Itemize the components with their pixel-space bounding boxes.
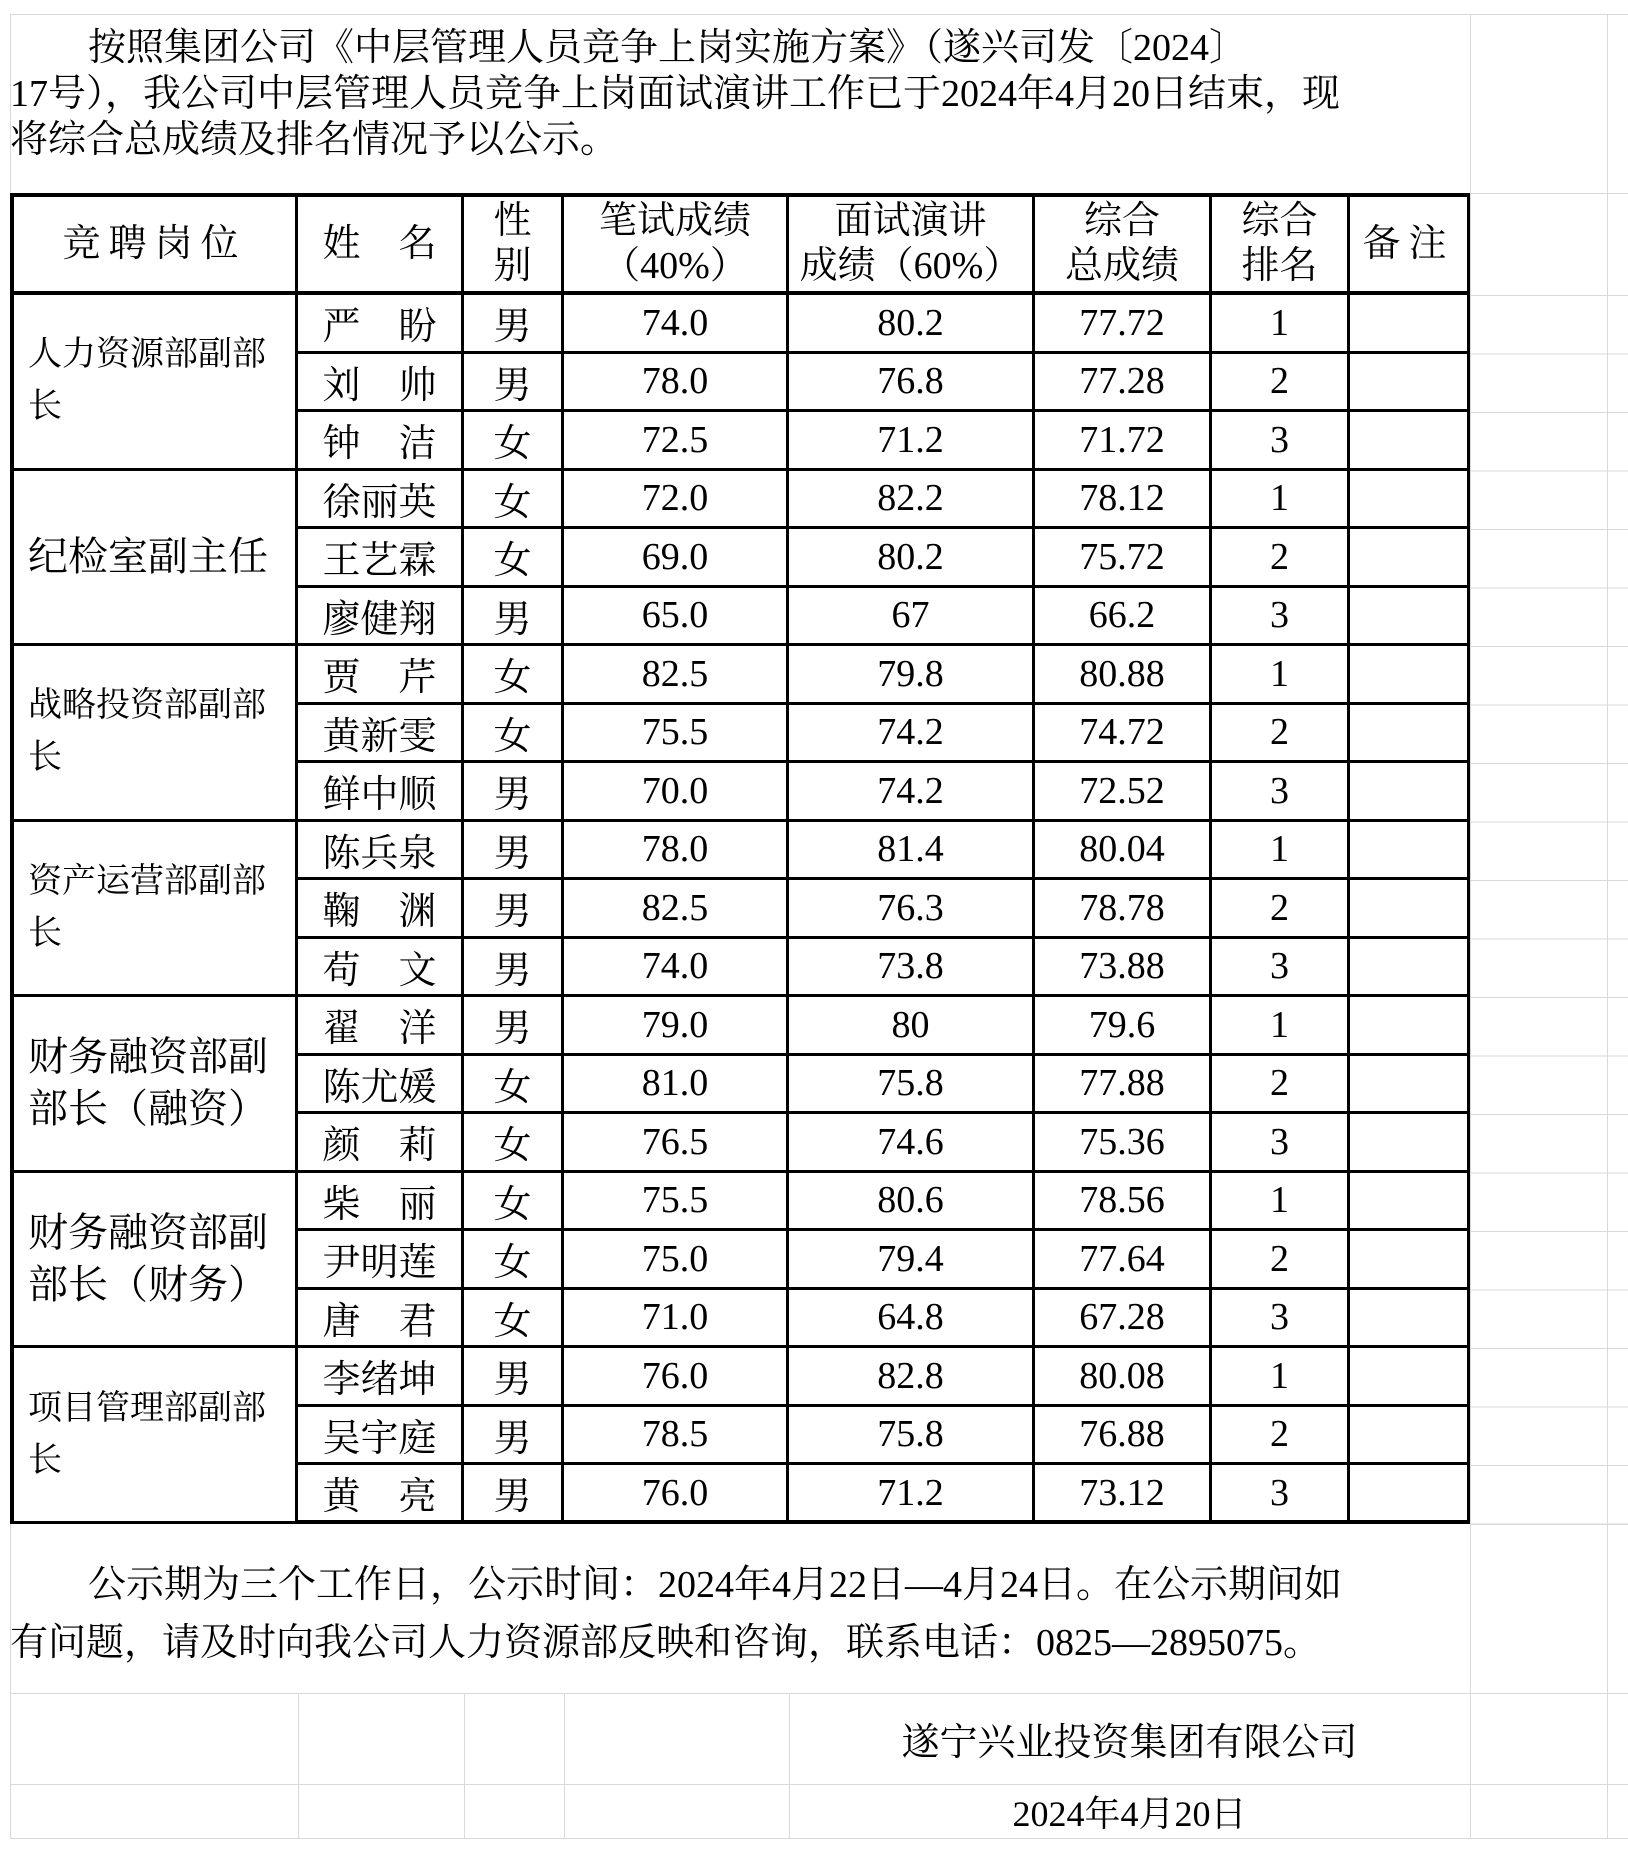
name-cell: 廖健翔 bbox=[298, 588, 464, 647]
written-score-cell: 81.0 bbox=[564, 1056, 789, 1115]
total-score-cell: 77.28 bbox=[1035, 354, 1212, 413]
gender-cell: 男 bbox=[464, 295, 564, 354]
name-cell: 刘 帅 bbox=[298, 354, 464, 413]
intro-line: 按照集团公司《中层管理人员竞争上岗实施方案》（遂兴司发〔2024〕 bbox=[88, 27, 1248, 69]
intro-line: 17号），我公司中层管理人员竞争上岗面试演讲工作已于2024年4月20日结束，现 bbox=[10, 73, 1341, 115]
interview-score-cell: 74.2 bbox=[789, 763, 1035, 822]
interview-score-cell: 71.2 bbox=[789, 1465, 1035, 1524]
publicity-line: 有问题，请及时向我公司人力资源部反映和咨询，联系电话：0825—2895075。 bbox=[10, 1622, 1322, 1664]
column-header-interview: 面试演讲 成绩（60%） bbox=[789, 193, 1035, 295]
written-score-cell: 82.5 bbox=[564, 880, 789, 939]
total-score-cell: 75.36 bbox=[1035, 1114, 1212, 1173]
rank-cell: 1 bbox=[1212, 295, 1350, 354]
column-header-total: 综合 总成绩 bbox=[1035, 193, 1212, 295]
name-cell: 苟 文 bbox=[298, 939, 464, 998]
gender-cell: 男 bbox=[464, 1465, 564, 1524]
written-score-cell: 82.5 bbox=[564, 646, 789, 705]
header-row bbox=[10, 193, 1470, 295]
rank-cell: 2 bbox=[1212, 529, 1350, 588]
publicity-paragraph bbox=[10, 1524, 1467, 1672]
name-cell: 黄新雯 bbox=[298, 705, 464, 764]
interview-score-cell: 80.6 bbox=[789, 1173, 1035, 1232]
remark-cell bbox=[1350, 295, 1470, 354]
total-score-cell: 76.88 bbox=[1035, 1407, 1212, 1466]
gender-cell: 男 bbox=[464, 880, 564, 939]
remark-cell bbox=[1350, 412, 1470, 471]
gender-cell: 女 bbox=[464, 1114, 564, 1173]
interview-score-cell: 75.8 bbox=[789, 1056, 1035, 1115]
total-score-cell: 78.56 bbox=[1035, 1173, 1212, 1232]
column-header-position: 竞聘岗位 bbox=[10, 193, 298, 295]
written-score-cell: 69.0 bbox=[564, 529, 789, 588]
name-cell: 贾 芹 bbox=[298, 646, 464, 705]
table-row bbox=[10, 1173, 1470, 1232]
table-row bbox=[10, 646, 1470, 705]
rank-cell: 1 bbox=[1212, 1348, 1350, 1407]
interview-score-cell: 80.2 bbox=[789, 295, 1035, 354]
total-score-cell: 71.72 bbox=[1035, 412, 1212, 471]
rank-cell: 2 bbox=[1212, 1407, 1350, 1466]
interview-score-cell: 64.8 bbox=[789, 1290, 1035, 1349]
remark-cell bbox=[1350, 1114, 1470, 1173]
company-signature: 遂宁兴业投资集团有限公司 bbox=[901, 1722, 1358, 1764]
rank-cell: 2 bbox=[1212, 354, 1350, 413]
written-score-cell: 78.0 bbox=[564, 822, 789, 881]
gridline bbox=[564, 1693, 565, 1838]
rank-cell: 3 bbox=[1212, 763, 1350, 822]
interview-score-cell: 74.2 bbox=[789, 705, 1035, 764]
interview-score-cell: 82.2 bbox=[789, 471, 1035, 530]
name-cell: 严 盼 bbox=[298, 295, 464, 354]
total-score-cell: 77.64 bbox=[1035, 1231, 1212, 1290]
gender-cell: 男 bbox=[464, 939, 564, 998]
written-score-cell: 76.0 bbox=[564, 1465, 789, 1524]
written-score-cell: 72.5 bbox=[564, 412, 789, 471]
written-score-cell: 72.0 bbox=[564, 471, 789, 530]
remark-cell bbox=[1350, 354, 1470, 413]
rank-cell: 3 bbox=[1212, 412, 1350, 471]
column-header-rank: 综合 排名 bbox=[1212, 193, 1350, 295]
gender-cell: 女 bbox=[464, 1290, 564, 1349]
interview-score-cell: 67 bbox=[789, 588, 1035, 647]
gender-cell: 男 bbox=[464, 763, 564, 822]
total-score-cell: 66.2 bbox=[1035, 588, 1212, 647]
total-score-cell: 80.04 bbox=[1035, 822, 1212, 881]
gender-cell: 女 bbox=[464, 1173, 564, 1232]
position-cell: 人力资源部副部长 bbox=[10, 295, 298, 471]
publicity-line: 公示期为三个工作日，公示时间：2024年4月22日—4月24日。在公示期间如 bbox=[88, 1564, 1343, 1606]
rank-cell: 3 bbox=[1212, 1290, 1350, 1349]
name-cell: 吴宇庭 bbox=[298, 1407, 464, 1466]
interview-score-cell: 80.2 bbox=[789, 529, 1035, 588]
total-score-cell: 79.6 bbox=[1035, 997, 1212, 1056]
table-row bbox=[10, 471, 1470, 530]
remark-cell bbox=[1350, 1231, 1470, 1290]
interview-score-cell: 74.6 bbox=[789, 1114, 1035, 1173]
total-score-cell: 77.72 bbox=[1035, 295, 1212, 354]
name-cell: 鲜中顺 bbox=[298, 763, 464, 822]
rank-cell: 2 bbox=[1212, 705, 1350, 764]
rank-cell: 1 bbox=[1212, 1173, 1350, 1232]
written-score-cell: 78.0 bbox=[564, 354, 789, 413]
total-score-cell: 74.72 bbox=[1035, 705, 1212, 764]
rank-cell: 1 bbox=[1212, 822, 1350, 881]
name-cell: 尹明莲 bbox=[298, 1231, 464, 1290]
remark-cell bbox=[1350, 1348, 1470, 1407]
gender-cell: 男 bbox=[464, 822, 564, 881]
interview-score-cell: 76.3 bbox=[789, 880, 1035, 939]
interview-score-cell: 80 bbox=[789, 997, 1035, 1056]
total-score-cell: 75.72 bbox=[1035, 529, 1212, 588]
remark-cell bbox=[1350, 529, 1470, 588]
gender-cell: 女 bbox=[464, 412, 564, 471]
gender-cell: 男 bbox=[464, 1348, 564, 1407]
column-header-gender: 性 别 bbox=[464, 193, 564, 295]
position-cell: 项目管理部副部长 bbox=[10, 1348, 298, 1524]
table-row bbox=[10, 997, 1470, 1056]
gender-cell: 女 bbox=[464, 1231, 564, 1290]
name-cell: 徐丽英 bbox=[298, 471, 464, 530]
gender-cell: 男 bbox=[464, 1407, 564, 1466]
interview-score-cell: 75.8 bbox=[789, 1407, 1035, 1466]
written-score-cell: 76.5 bbox=[564, 1114, 789, 1173]
gender-cell: 女 bbox=[464, 705, 564, 764]
name-cell: 柴 丽 bbox=[298, 1173, 464, 1232]
position-cell: 财务融资部副 部长（融资） bbox=[10, 997, 298, 1173]
rank-cell: 3 bbox=[1212, 939, 1350, 998]
interview-score-cell: 82.8 bbox=[789, 1348, 1035, 1407]
column-header-remark: 备注 bbox=[1350, 193, 1470, 295]
remark-cell bbox=[1350, 997, 1470, 1056]
remark-cell bbox=[1350, 471, 1470, 530]
remark-cell bbox=[1350, 705, 1470, 764]
remark-cell bbox=[1350, 880, 1470, 939]
rank-cell: 3 bbox=[1212, 1465, 1350, 1524]
remark-cell bbox=[1350, 1056, 1470, 1115]
gridline bbox=[464, 1693, 465, 1838]
total-score-cell: 67.28 bbox=[1035, 1290, 1212, 1349]
total-score-cell: 77.88 bbox=[1035, 1056, 1212, 1115]
gender-cell: 男 bbox=[464, 354, 564, 413]
gender-cell: 男 bbox=[464, 588, 564, 647]
written-score-cell: 65.0 bbox=[564, 588, 789, 647]
written-score-cell: 74.0 bbox=[564, 939, 789, 998]
written-score-cell: 75.0 bbox=[564, 1231, 789, 1290]
intro-line: 将综合总成绩及排名情况予以公示。 bbox=[10, 119, 619, 161]
written-score-cell: 79.0 bbox=[564, 997, 789, 1056]
total-score-cell: 73.12 bbox=[1035, 1465, 1212, 1524]
total-score-cell: 78.12 bbox=[1035, 471, 1212, 530]
signature-date: 2024年4月20日 bbox=[1012, 1793, 1247, 1834]
rank-cell: 1 bbox=[1212, 471, 1350, 530]
intro-paragraph bbox=[10, 15, 1467, 163]
rank-cell: 1 bbox=[1212, 997, 1350, 1056]
column-header-name: 姓 名 bbox=[298, 193, 464, 295]
interview-score-cell: 79.8 bbox=[789, 646, 1035, 705]
position-cell: 纪检室副主任 bbox=[10, 471, 298, 647]
gender-cell: 女 bbox=[464, 646, 564, 705]
gridline bbox=[1470, 1524, 1628, 1525]
gridline-rows bbox=[1470, 295, 1628, 1525]
rank-cell: 1 bbox=[1212, 646, 1350, 705]
name-cell: 鞠 渊 bbox=[298, 880, 464, 939]
table-row bbox=[10, 1348, 1470, 1407]
total-score-cell: 78.78 bbox=[1035, 880, 1212, 939]
position-cell: 资产运营部副部长 bbox=[10, 822, 298, 998]
name-cell: 陈兵泉 bbox=[298, 822, 464, 881]
remark-cell bbox=[1350, 646, 1470, 705]
written-score-cell: 74.0 bbox=[564, 295, 789, 354]
gender-cell: 女 bbox=[464, 1056, 564, 1115]
gender-cell: 男 bbox=[464, 997, 564, 1056]
interview-score-cell: 76.8 bbox=[789, 354, 1035, 413]
interview-score-cell: 79.4 bbox=[789, 1231, 1035, 1290]
table-row bbox=[10, 822, 1470, 881]
total-score-cell: 80.88 bbox=[1035, 646, 1212, 705]
written-score-cell: 71.0 bbox=[564, 1290, 789, 1349]
name-cell: 陈尤媛 bbox=[298, 1056, 464, 1115]
remark-cell bbox=[1350, 1465, 1470, 1524]
rank-cell: 3 bbox=[1212, 1114, 1350, 1173]
rank-cell: 2 bbox=[1212, 1056, 1350, 1115]
remark-cell bbox=[1350, 588, 1470, 647]
interview-score-cell: 81.4 bbox=[789, 822, 1035, 881]
position-cell: 财务融资部副 部长（财务） bbox=[10, 1173, 298, 1349]
name-cell: 李绪坤 bbox=[298, 1348, 464, 1407]
total-score-cell: 72.52 bbox=[1035, 763, 1212, 822]
gridline bbox=[10, 1838, 1628, 1839]
column-header-written: 笔试成绩 （40%） bbox=[564, 193, 789, 295]
written-score-cell: 78.5 bbox=[564, 1407, 789, 1466]
gridline bbox=[298, 1693, 299, 1838]
gender-cell: 女 bbox=[464, 471, 564, 530]
written-score-cell: 76.0 bbox=[564, 1348, 789, 1407]
interview-score-cell: 71.2 bbox=[789, 412, 1035, 471]
total-score-cell: 80.08 bbox=[1035, 1348, 1212, 1407]
rank-cell: 2 bbox=[1212, 880, 1350, 939]
total-score-cell: 73.88 bbox=[1035, 939, 1212, 998]
remark-cell bbox=[1350, 939, 1470, 998]
written-score-cell: 75.5 bbox=[564, 1173, 789, 1232]
remark-cell bbox=[1350, 1173, 1470, 1232]
name-cell: 颜 莉 bbox=[298, 1114, 464, 1173]
interview-score-cell: 73.8 bbox=[789, 939, 1035, 998]
name-cell: 翟 洋 bbox=[298, 997, 464, 1056]
name-cell: 黄 亮 bbox=[298, 1465, 464, 1524]
remark-cell bbox=[1350, 1407, 1470, 1466]
table-row bbox=[10, 295, 1470, 354]
written-score-cell: 70.0 bbox=[564, 763, 789, 822]
rank-cell: 2 bbox=[1212, 1231, 1350, 1290]
remark-cell bbox=[1350, 763, 1470, 822]
gridline bbox=[1470, 193, 1628, 194]
remark-cell bbox=[1350, 1290, 1470, 1349]
written-score-cell: 75.5 bbox=[564, 705, 789, 764]
results-table bbox=[10, 193, 1470, 1524]
results-table-wrap bbox=[10, 193, 1470, 1524]
remark-cell bbox=[1350, 822, 1470, 881]
position-cell: 战略投资部副部长 bbox=[10, 646, 298, 822]
rank-cell: 3 bbox=[1212, 588, 1350, 647]
gender-cell: 女 bbox=[464, 529, 564, 588]
name-cell: 王艺霖 bbox=[298, 529, 464, 588]
name-cell: 唐 君 bbox=[298, 1290, 464, 1349]
name-cell: 钟 洁 bbox=[298, 412, 464, 471]
